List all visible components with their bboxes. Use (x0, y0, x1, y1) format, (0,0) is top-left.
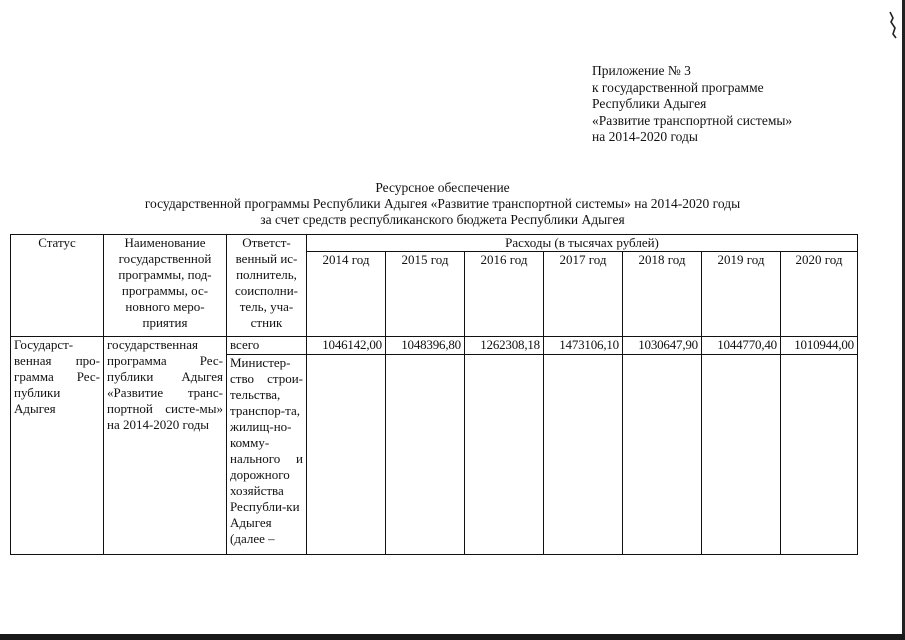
title-line: Ресурсное обеспечение (375, 180, 510, 195)
appendix-line: на 2014-2020 годы (592, 129, 698, 144)
year-header: 2020 год (781, 252, 858, 337)
total-value-cell: 1030647,90 (623, 337, 702, 355)
empty-cell (781, 355, 858, 555)
appendix-line: Республики Адыгея (592, 96, 707, 111)
appendix-line: Приложение № 3 (592, 63, 691, 78)
document-title (0, 180, 885, 228)
title-line: государственной программы Республики Адыгея «Развитие транспортной системы» на 2014-2020 годы (144, 196, 741, 211)
total-value-cell: 1046142,00 (307, 337, 386, 355)
total-value-cell: 1044770,40 (702, 337, 781, 355)
scan-mark (887, 10, 901, 40)
empty-cell (386, 355, 465, 555)
name-header: Наименование государственной программы, под-программы, ос-новного меро-приятия (104, 235, 227, 337)
year-header: 2017 год (544, 252, 623, 337)
program-name-cell: государственная программа Рес-публики Адыгея «Развитие транс-портной систе-мы» на 2014-2020 годы (104, 337, 227, 555)
ministry-cell: Министер-ство строи-тельства, транспор-та, жилищ-но-комму-нального и дорожного хозяйства Республи-ки Адыгея (далее – (227, 355, 307, 555)
expenses-header: Расходы (в тысячах рублей) (307, 235, 858, 252)
year-header: 2015 год (386, 252, 465, 337)
empty-cell (702, 355, 781, 555)
empty-cell (623, 355, 702, 555)
empty-cell (544, 355, 623, 555)
status-cell: Государст-венная про-грамма Рес-публики Адыгея (11, 337, 104, 555)
total-value-cell: 1010944,00 (781, 337, 858, 355)
total-label-cell: всего (227, 337, 307, 355)
title-line: за счет средств республиканского бюджета Республики Адыгея (260, 212, 625, 227)
year-header: 2019 год (702, 252, 781, 337)
scan-edge-bottom (0, 634, 905, 640)
year-header: 2016 год (465, 252, 544, 337)
year-header: 2018 год (623, 252, 702, 337)
total-value-cell: 1473106,10 (544, 337, 623, 355)
total-value-cell: 1262308,18 (465, 337, 544, 355)
year-header: 2014 год (307, 252, 386, 337)
empty-cell (307, 355, 386, 555)
resource-table (10, 234, 858, 555)
table-row (11, 337, 858, 355)
header-row (11, 235, 858, 252)
total-value-cell: 1048396,80 (386, 337, 465, 355)
appendix-line: к государственной программе (592, 79, 764, 95)
status-header: Статус (11, 235, 104, 337)
responsible-header: Ответст-венный ис-полнитель, соисполни-тель, уча-стник (227, 235, 307, 337)
appendix-note (592, 63, 792, 146)
appendix-line: «Развитие транспортной системы» (592, 112, 793, 128)
empty-cell (465, 355, 544, 555)
